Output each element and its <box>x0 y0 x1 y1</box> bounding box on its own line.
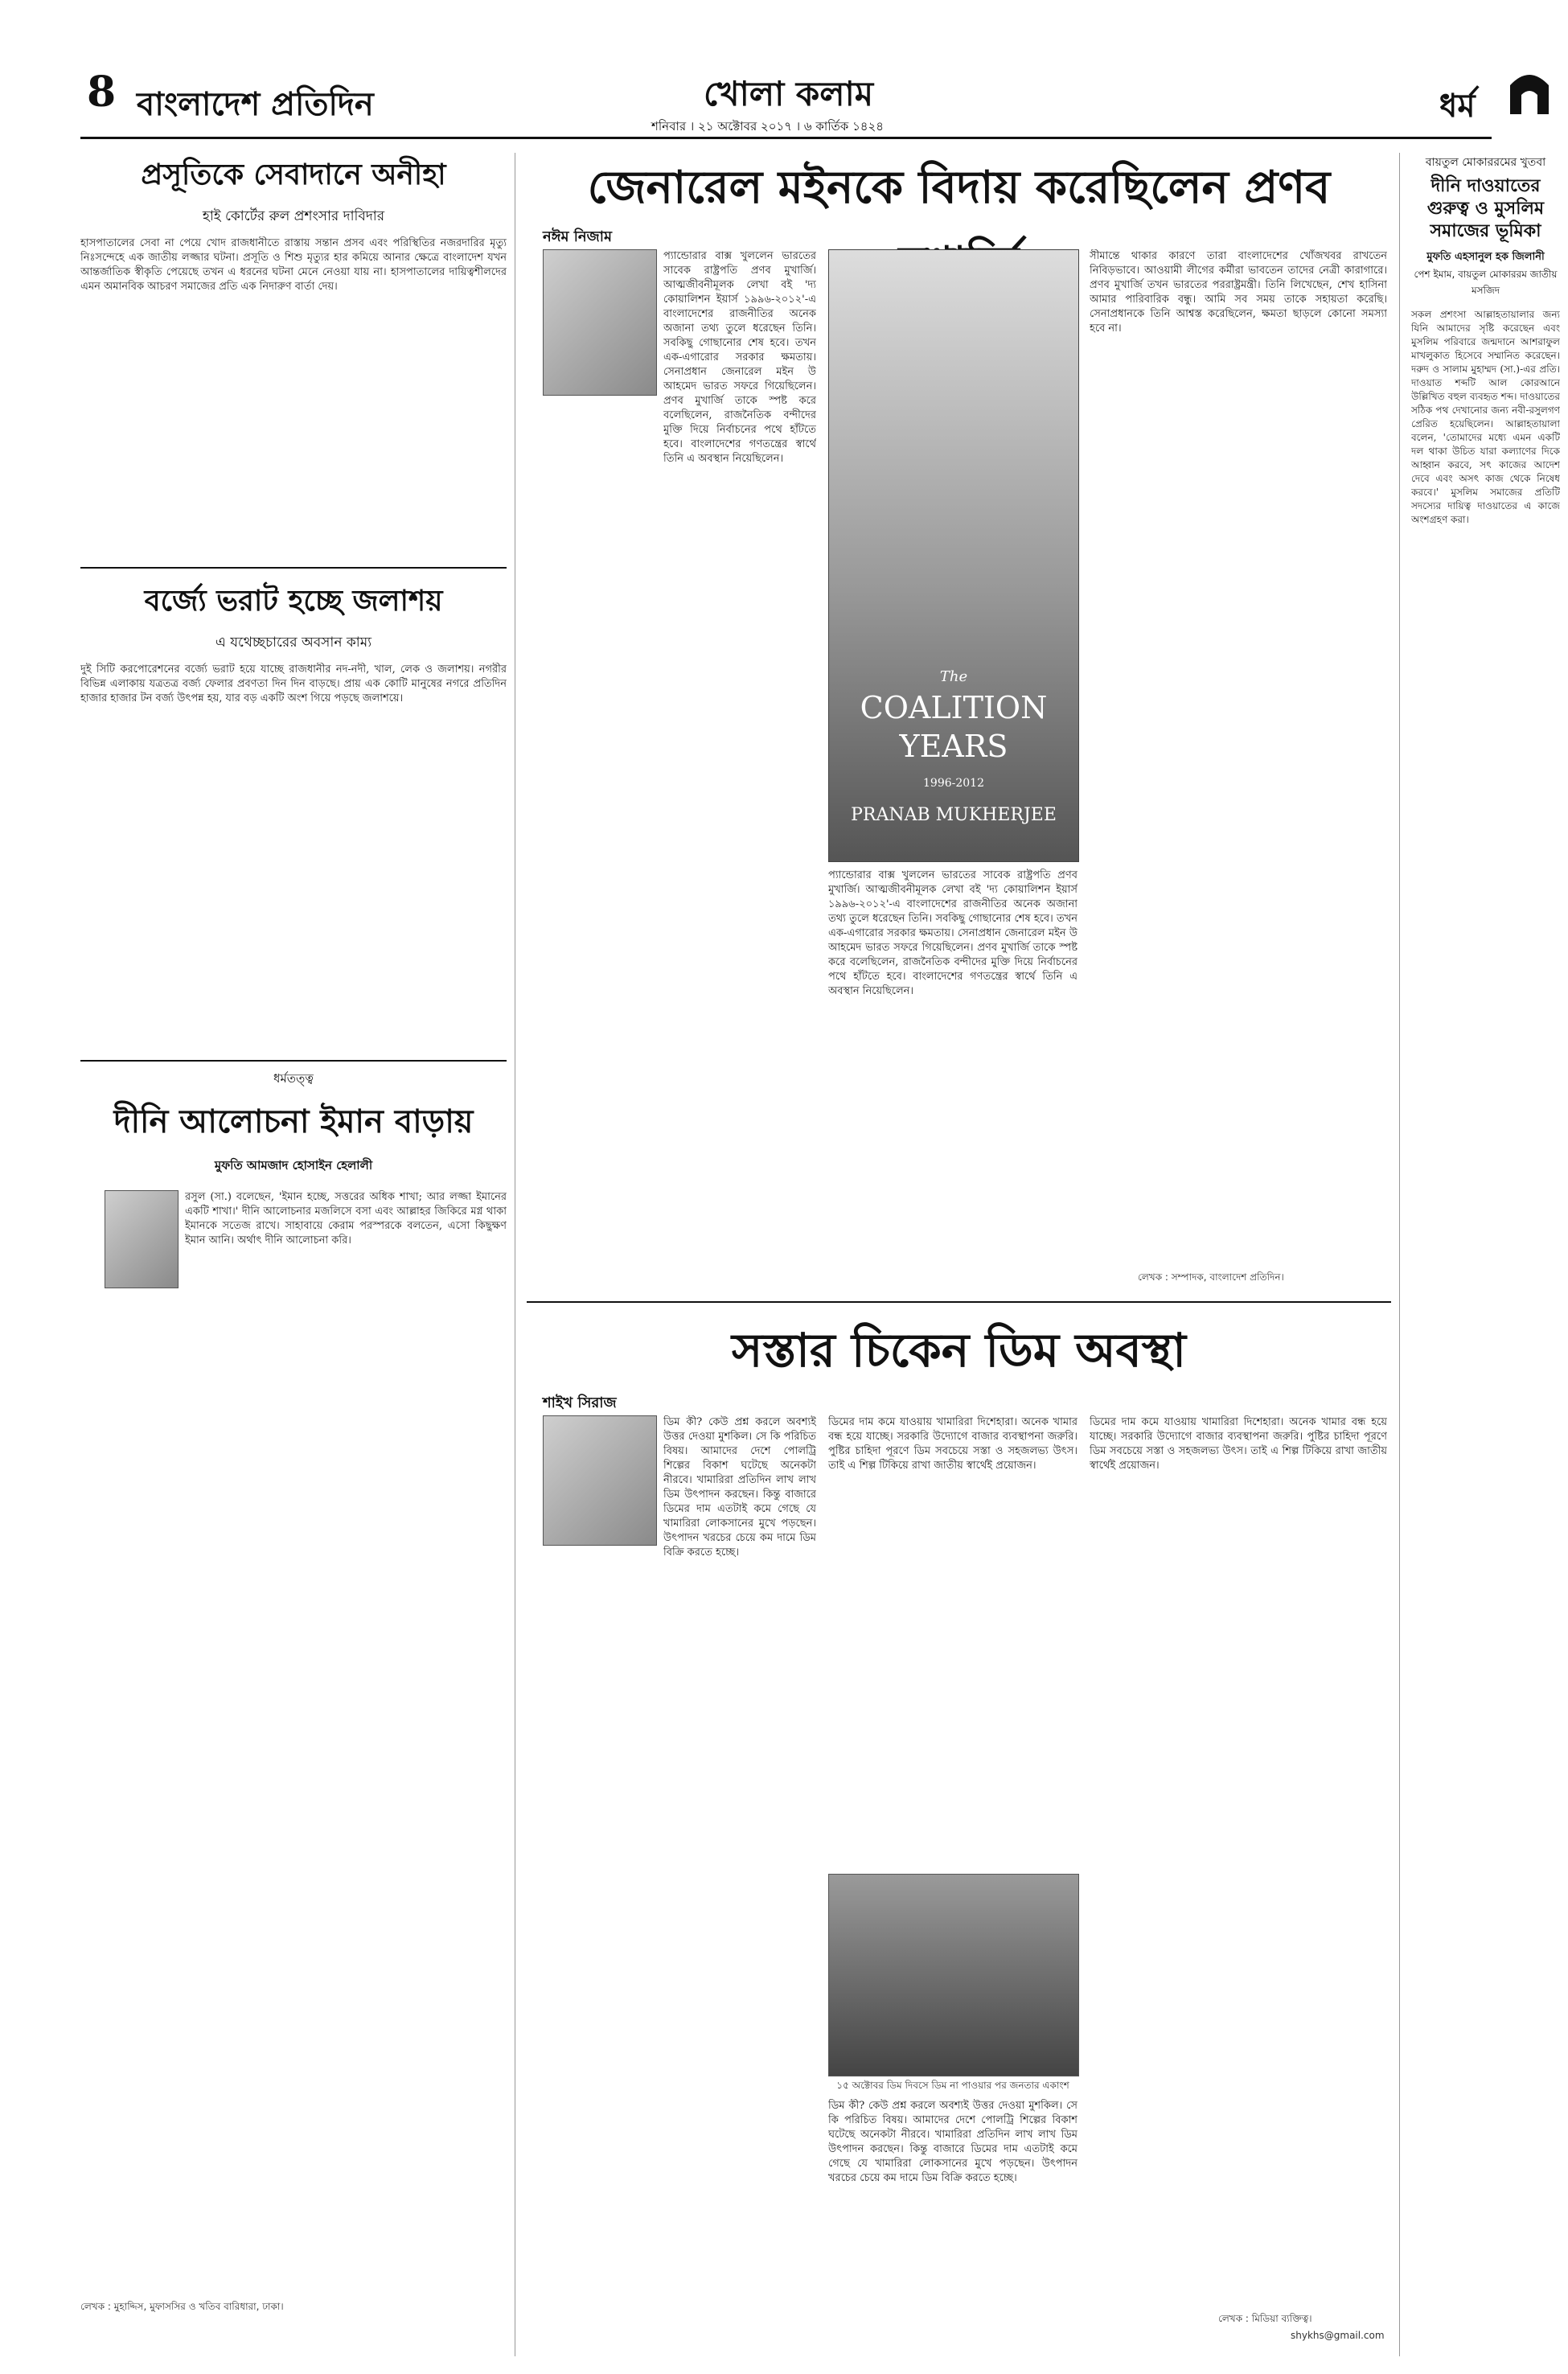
main-article <box>527 153 1391 1295</box>
religion-section-title: ধর্ম <box>1439 88 1476 125</box>
main-byline: নঈম নিজাম <box>543 228 612 245</box>
article-headline: প্রসূতিকে সেবাদানে অনীহা <box>141 158 446 191</box>
issue-date: শনিবার । ২১ অক্টোবর ২০১৭ । ৬ কার্তিক ১৪২৪ <box>651 119 885 133</box>
second-article <box>527 1315 1391 2360</box>
byline-title: পেশ ইমাম, বায়তুল মোকাররম জাতীয় মসজিদ <box>1414 269 1558 296</box>
article-headline: দীনি দাওয়াতের গুরুত্ব ও মুসলিম সমাজের ভূমিকা <box>1426 176 1545 241</box>
article-subheadline: এ যথেচ্ছচারের অবসান কাম্য <box>215 635 372 651</box>
masthead-rule <box>80 137 1492 139</box>
second-body: ডিম কী? কেউ প্রশ্ন করলে অবশ্যই উত্তর দেওয়া মুশকিল। সে কি পরিচিত বিষয়। আমাদের দেশে পোলট্রি শিল্পের বিকাশ ঘটেছে অনেকটা নীরবে। খামারিরা প্রতিদিন লাখ লাখ ডিম উৎপাদন করছেন। কিন্তু বাজারে ডিমের দাম এতটাই কমে গেছে যে খামারিরা লোকসানের মুখে পড়ছেন। উৎপাদন খরচের চেয়ে কম দামে ডিম বিক্রি করতে হচ্ছে। <box>663 1416 816 1559</box>
second-headline: সস্তার চিকেন ডিম অবস্থা <box>732 1323 1186 1378</box>
mosque-dome-icon <box>1507 68 1552 116</box>
paper-name: বাংলাদেশ প্রতিদিন <box>137 86 374 123</box>
book-cover <box>828 249 1079 862</box>
column-rule <box>1399 153 1400 2356</box>
masthead <box>0 0 1568 133</box>
book-title-small: The <box>939 668 968 685</box>
article-byline: মুফতি এহসানুল হক জিলানী <box>1426 251 1545 263</box>
second-body-right: ডিমের দাম কমে যাওয়ায় খামারিরা দিশেহারা। অনেক খামার বন্ধ হয়ে যাচ্ছে। সরকারি উদ্যোগে বাজার ব্যবস্থাপনা জরুরি। পুষ্টির চাহিদা পূরণে ডিম সবচেয়ে সস্তা ও সহজলভ্য উৎস। তাই এ শিল্প টিকিয়ে রাখা জাতীয় স্বার্থেই প্রয়োজন। <box>1090 1416 1387 1472</box>
author-photo <box>105 1190 179 1288</box>
left-article-3 <box>80 1070 507 2312</box>
divider <box>80 1060 507 1062</box>
section-title: খোলা কলাম <box>704 74 874 113</box>
author-photo <box>543 249 657 396</box>
article-body: দুই সিটি করপোরেশনের বর্জ্যে ভরাট হয়ে যাচ্ছে রাজধানীর নদ-নদী, খাল, লেক ও জলাশয়। নগরীর বিভিন্ন এলাকায় যত্রতত্র বর্জ্য ফেলার প্রবণতা দিন দিন বাড়ছে। প্রায় এক কোটি মানুষের নগরে প্রতিদিন হাজার হাজার টন বর্জ্য উৎপন্ন হয়, যার বড় একটি অংশ গিয়ে পড়ছে জলাশয়ে। <box>80 663 507 704</box>
column-label: ধর্মতত্ত্ব <box>273 1071 314 1086</box>
photo-caption: ১৫ অক্টোবর ডিম দিবসে ডিম না পাওয়ার পর জনতার একাংশ <box>836 2080 1069 2091</box>
divider <box>80 567 507 569</box>
main-body: প্যান্ডোরার বাক্স খুললেন ভারতের সাবেক রাষ্ট্রপতি প্রণব মুখার্জি। আত্মজীবনীমূলক লেখা বই 'দ্য কোয়ালিশন ইয়ার্স ১৯৯৬-২০১২'-এ বাংলাদেশের রাজনীতির অনেক অজানা তথ্য তুলে ধরেছেন তিনি। সবকিছু গোছানোর শেষ হবে। তখন এক-এগারোর সরকার ক্ষমতায়। সেনাপ্রধান জেনারেল মইন উ আহমেদ ভারত সফরে গিয়েছিলেন। প্রণব মুখার্জি তাকে স্পষ্ট করে বলেছিলেন, রাজনৈতিক বন্দীদের মুক্তি দিয়ে নির্বাচনের পথে হাঁটতে হবে। বাংলাদেশের গণতন্ত্রের স্বার্থে তিনি এ অবস্থান নিয়েছিলেন। <box>663 250 816 465</box>
article-intro: বায়তুল মোকাররমের খুতবা <box>1425 156 1546 169</box>
second-body-middle: ডিমের দাম কমে যাওয়ায় খামারিরা দিশেহারা। অনেক খামার বন্ধ হয়ে যাচ্ছে। সরকারি উদ্যোগে বাজার ব্যবস্থাপনা জরুরি। পুষ্টির চাহিদা পূরণে ডিম সবচেয়ে সস্তা ও সহজলভ্য উৎস। তাই এ শিল্প টিকিয়ে রাখা জাতীয় স্বার্থেই প্রয়োজন। <box>828 1416 1077 1472</box>
article-headline: দীনি আলোচনা ইমান বাড়ায় <box>113 1103 474 1140</box>
article-body: রসুল (সা.) বলেছেন, 'ইমান হচ্ছে, সত্তরের অধিক শাখা; আর লজ্জা ইমানের একটি শাখা।' দীনি আলোচনার মজলিসে বসা এবং আল্লাহর জিকিরে মগ্ন থাকা ইমানকে সতেজ রাখে। সাহাবায়ে কেরাম পরস্পরকে বলতেন, এসো কিছুক্ষণ ইমান আনি। অর্থাৎ দীনি আলোচনা করি। <box>185 1191 507 1247</box>
second-body-below-photo: ডিম কী? কেউ প্রশ্ন করলে অবশ্যই উত্তর দেওয়া মুশকিল। সে কি পরিচিত বিষয়। আমাদের দেশে পোলট্রি শিল্পের বিকাশ ঘটেছে অনেকটা নীরবে। খামারিরা প্রতিদিন লাখ লাখ ডিম উৎপাদন করছেন। কিন্তু বাজারে ডিমের দাম এতটাই কমে গেছে যে খামারিরা লোকসানের মুখে পড়ছেন। উৎপাদন খরচের চেয়ে কম দামে ডিম বিক্রি করতে হচ্ছে। <box>828 2100 1077 2184</box>
second-byline: শাইখ সিরাজ <box>543 1394 617 1411</box>
left-article-1 <box>80 153 507 582</box>
left-article-2 <box>80 579 507 1097</box>
article-subheadline: হাই কোর্টের রুল প্রশংসার দাবিদার <box>202 208 385 224</box>
main-footer: লেখক : সম্পাদক, বাংলাদেশ প্রতিদিন। <box>1138 1271 1284 1283</box>
right-column-article <box>1411 153 1560 2356</box>
author-email: shykhs@gmail.com <box>1291 2330 1385 2341</box>
book-years: 1996-2012 <box>923 777 984 790</box>
page-number: 8 <box>87 68 117 117</box>
article-byline: মুফতি আমজাদ হোসাইন হেলালী <box>214 1158 373 1173</box>
book-title: COALITION YEARS <box>860 690 1048 764</box>
main-body-below-book: প্যান্ডোরার বাক্স খুললেন ভারতের সাবেক রাষ্ট্রপতি প্রণব মুখার্জি। আত্মজীবনীমূলক লেখা বই 'দ্য কোয়ালিশন ইয়ার্স ১৯৯৬-২০১২'-এ বাংলাদেশের রাজনীতির অনেক অজানা তথ্য তুলে ধরেছেন তিনি। সবকিছু গোছানোর শেষ হবে। তখন এক-এগারোর সরকার ক্ষমতায়। সেনাপ্রধান জেনারেল মইন উ আহমেদ ভারত সফরে গিয়েছিলেন। প্রণব মুখার্জি তাকে স্পষ্ট করে বলেছিলেন, রাজনৈতিক বন্দীদের মুক্তি দিয়ে নির্বাচনের পথে হাঁটতে হবে। বাংলাদেশের গণতন্ত্রের স্বার্থে তিনি এ অবস্থান নিয়েছিলেন। <box>828 869 1077 997</box>
author-photo <box>543 1415 657 1546</box>
main-headline: জেনারেল মইনকে বিদায় করেছিলেন প্রণব <box>587 162 1331 214</box>
book-author: PRANAB MUKHERJEE <box>851 805 1057 825</box>
article-headline: বর্জ্যে ভরাট হচ্ছে জলাশয় <box>144 585 443 618</box>
second-footer: লেখক : মিডিয়া ব্যক্তিত্ব। <box>1218 2313 1312 2324</box>
news-photo <box>828 1874 1079 2076</box>
article-body: হাসপাতালের সেবা না পেয়ে খোদ রাজধানীতে রাস্তায় সন্তান প্রসব এবং পরিস্থিতির নজরদারির মৃত্যু নিঃসন্দেহে এক জাতীয় লজ্জার ঘটনা। প্রসূতি ও শিশু মৃত্যুর হার কমিয়ে আনার ক্ষেত্রে বাংলাদেশ যখন আন্তর্জাতিক স্বীকৃতি পেয়েছে তখন এ ধরনের ঘটনা মেনে নেওয়া যায় না। হাসপাতালের দায়িত্বশীলদের এমন অমানবিক আচরণ সমাজের প্রতি এক নিদারুণ বার্তা দেয়। <box>80 237 507 293</box>
author-footer: লেখক : মুহাদ্দিস, মুফাসসির ও খতিব বারিধারা, ঢাকা। <box>80 2301 284 2312</box>
divider <box>527 1301 1391 1303</box>
article-body: সকল প্রশংসা আল্লাহতায়ালার জন্য যিনি আমাদের সৃষ্টি করেছেন এবং মুসলিম পরিবারে জন্মদানে আশরাফুল মাখলুকাত হিসেবে সম্মানিত করেছেন। দরুদ ও সালাম মুহাম্মদ (সা.)-এর প্রতি। দাওয়াত শব্দটি আল কোরআনে উল্লিখিত বহুল ব্যবহৃত শব্দ। দাওয়াতের সঠিক পথ দেখানোর জন্য নবী-রসুলগণ প্রেরিত হয়েছিলেন। আল্লাহতায়ালা বলেন, 'তোমাদের মধ্যে এমন একটি দল থাকা উচিত যারা কল্যাণের দিকে আহ্বান করবে, সৎ কাজের আদেশ দেবে এবং অসৎ কাজ থেকে নিষেধ করবে।' মুসলিম সমাজের প্রতিটি সদস্যের দায়িত্ব দাওয়াতের এ কাজে অংশগ্রহণ করা। <box>1411 309 1560 525</box>
main-body-continued: সীমান্তে থাকার কারণে তারা বাংলাদেশের খোঁজখবর রাখতেন নিবিড়ভাবে। আওয়ামী লীগের কর্মীরা ভাবতেন তাদের নেত্রী কারাগারে। প্রণব মুখার্জি তখন ভারতের পররাষ্ট্রমন্ত্রী। তিনি লিখেছেন, শেখ হাসিনা আমার পারিবারিক বন্ধু। আমি সব সময় তাকে সহায়তা করেছি। সেনাপ্রধানকে তিনি আশ্বস্ত করেছিলেন, ক্ষমতা ছাড়লে কোনো সমস্যা হবে না। <box>1090 250 1387 335</box>
